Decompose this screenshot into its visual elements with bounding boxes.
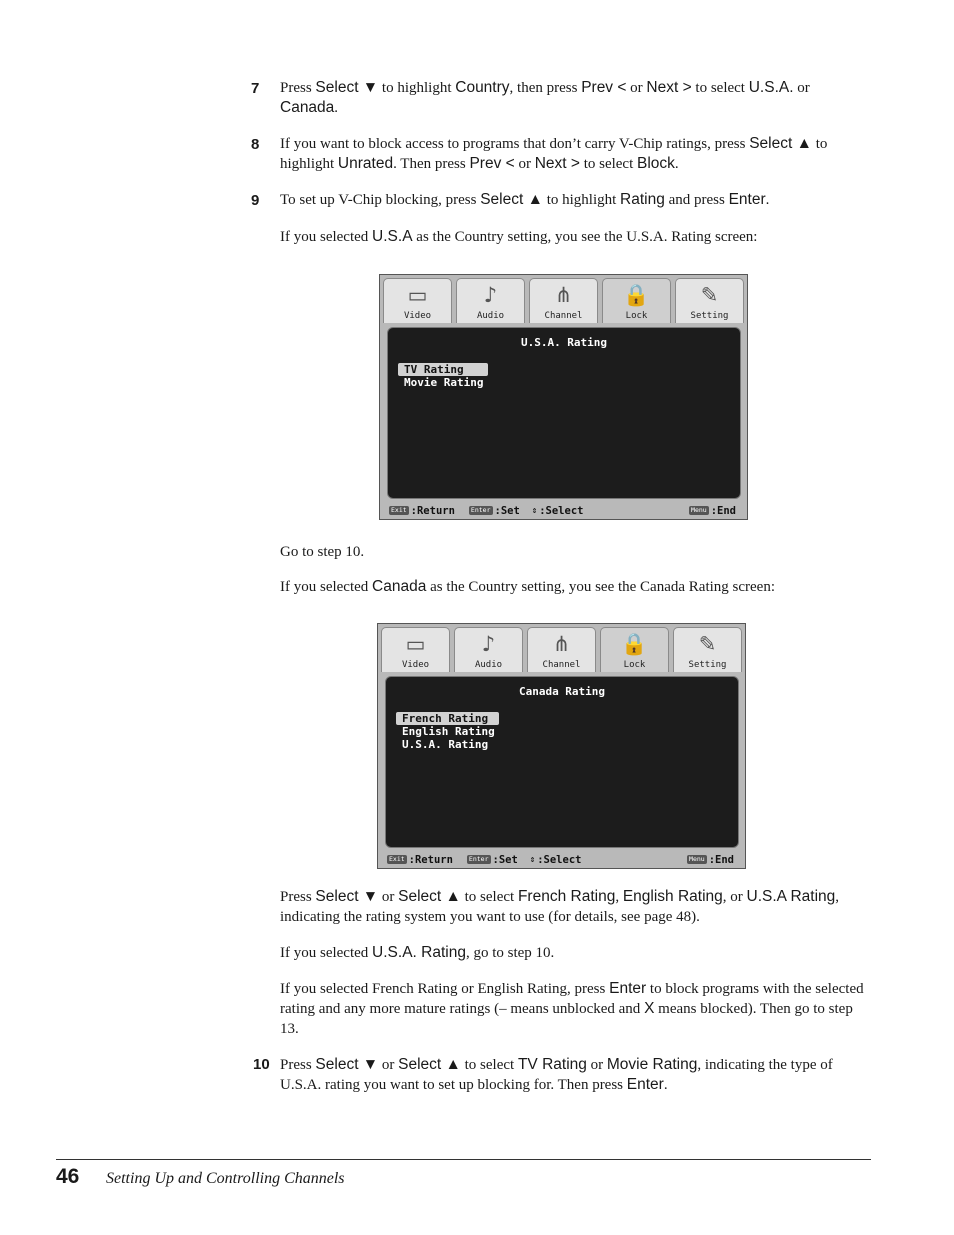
canada-intro-paragraph: If you selected Canada as the Country setting, you see the Canada Rating screen: [280,578,776,595]
enter-key-icon: Enter [468,855,489,863]
step-10-text: Press Select ▼ or Select ▲ to select TV Rating or Movie Rating, indicating the type of U.S.A. rating you want to set up blocking for. Then press Enter. [280,1056,833,1093]
button-hint-bar: Exit :Return Enter :Set ⇕ :Select Menu :End [391,504,736,517]
video-icon: ▭ [407,283,428,307]
wrench-icon: ✎ [700,283,719,307]
tab-video[interactable]: ▭ Video [383,278,452,323]
step-8-text: If you want to block access to programs that don’t carry V-Chip ratings, press Select ▲ to highlight Unrated. Then press Prev < or Next > to select Block. [280,135,828,172]
step-9-text: To set up V-Chip blocking, press Select ▲ to highlight Rating and press Enter. [280,191,770,208]
menu-item-french-rating[interactable]: French Rating [396,712,499,725]
tab-lock[interactable]: 🔒 Lock [602,278,671,323]
tab-audio[interactable]: ♪ Audio [456,278,525,323]
lock-icon: 🔒 [623,283,650,307]
tab-channel[interactable]: ⋔ Channel [529,278,598,323]
footer-rule [56,1159,871,1160]
exit-key-icon: Exit [391,506,407,514]
video-icon: ▭ [405,632,426,656]
running-head: Setting Up and Controlling Channels [106,1170,345,1187]
antenna-icon: ⋔ [554,283,573,307]
up-down-arrows-icon: ⇕ [531,505,538,516]
tab-video[interactable]: ▭ Video [381,627,450,672]
menu-item-tv-rating[interactable]: TV Rating [398,363,488,376]
menu-item-usa-rating[interactable]: U.S.A. Rating [402,738,489,751]
antenna-icon: ⋔ [552,632,571,656]
page-number: 46 [56,1165,80,1188]
usa-rating-goto-paragraph: If you selected U.S.A. Rating, go to step 10. [280,944,555,961]
step-number: 7 [251,80,260,97]
button-hint-bar: Exit :Return Enter :Set ⇕ :Select Menu :End [389,853,734,866]
step-number: 8 [251,136,260,153]
canada-rating-screen [377,623,746,869]
french-english-paragraph: If you selected French Rating or English Rating, press Enter to block programs with the selected rating and any more mature ratings (– means unblocked and X means blocked). Then go to step 13. [280,980,864,1037]
usa-rating-screen [379,274,748,520]
music-note-icon: ♪ [481,632,496,656]
enter-key-icon: Enter [470,506,491,514]
tab-channel[interactable]: ⋔ Channel [527,627,596,672]
menu-key-icon: Menu [689,855,705,863]
tab-setting[interactable]: ✎ Setting [673,627,742,672]
lock-icon: 🔒 [621,632,648,656]
menu-panel [387,327,741,499]
exit-key-icon: Exit [389,855,405,863]
step-number: 10 [253,1056,270,1073]
music-note-icon: ♪ [483,283,498,307]
menu-item-movie-rating[interactable]: Movie Rating [404,376,484,389]
menu-tabs [381,627,742,672]
up-down-arrows-icon: ⇕ [529,854,536,865]
menu-item-english-rating[interactable]: English Rating [402,725,495,738]
wrench-icon: ✎ [698,632,717,656]
panel-title: Canada Rating [518,685,606,698]
tab-lock[interactable]: 🔒 Lock [600,627,669,672]
step-7-text: Press Select ▼ to highlight Country, then press Prev < or Next > to select U.S.A. or Canada. [280,79,810,116]
go-to-step-text: Go to step 10. [280,544,365,560]
usa-intro-paragraph: If you selected U.S.A as the Country setting, you see the U.S.A. Rating screen: [280,228,758,245]
panel-title: U.S.A. Rating [520,336,608,349]
menu-key-icon: Menu [691,506,707,514]
step-number: 9 [251,192,260,209]
press-select-paragraph: Press Select ▼ or Select ▲ to select French Rating, English Rating, or U.S.A Rating, indicating the rating system you want to use (for details, see page 48). [280,888,840,925]
tab-audio[interactable]: ♪ Audio [454,627,523,672]
menu-panel [385,676,739,848]
menu-tabs [383,278,744,323]
tab-setting[interactable]: ✎ Setting [675,278,744,323]
